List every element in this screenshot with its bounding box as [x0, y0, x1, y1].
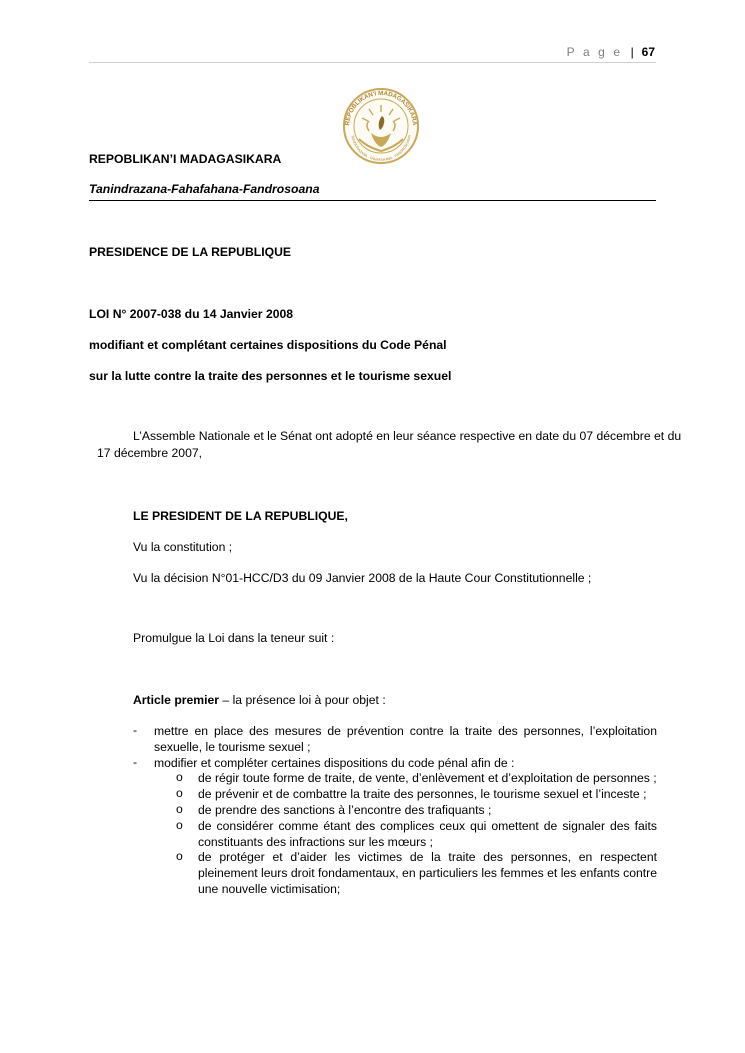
article-intro: – la présence loi à pour objet :: [219, 693, 386, 707]
sub-list-item: de prendre des sanctions à l’encontre des trafiquants ;: [198, 803, 492, 817]
list-item: mettre en place des mesures de prévention contre la traite des personnes, l’exploitation sexuelle, le tourisme sexuel ;: [154, 724, 657, 754]
header-rule: [89, 62, 656, 63]
article-label: Article premier: [133, 693, 220, 707]
page-label: P a g e: [566, 45, 623, 59]
state-name: REPOBLIKAN’I MADAGASIKARA: [89, 152, 282, 166]
sub-list-item: de régir toute forme de traite, de vente, d’enlèvement et d’exploitation de personnes ;: [198, 771, 657, 785]
article-premier: [133, 693, 386, 707]
seal-text: REPOBLIKAN'I MADAGASIKARA: [343, 89, 419, 126]
preamble: L’Assemble Nationale et le Sénat ont adopté en leur séance respective en date du 07 décembre et du: [133, 429, 682, 443]
sub-list-item: de protéger et d’aider les victimes de la traite des personnes, en respectent pleinement leurs droit fondamentaux, en particuliers les femmes et les enfants contre une nouvelle victimisation;: [198, 850, 657, 896]
law-subtitle-1: modifiant et complétant certaines dispositions du Code Pénal: [89, 338, 447, 352]
sub-list-item: de considérer comme étant des complices ceux qui omettent de signaler des faits constituants des infractions sur les mœurs ;: [198, 819, 657, 849]
dash-marker: -: [133, 755, 138, 769]
promulgation: Promulgue la Loi dans la teneur suit :: [133, 631, 335, 645]
coat-of-arms-seal: [339, 87, 423, 165]
law-subtitle-2: sur la lutte contre la traite des personnes et le tourisme sexuel: [89, 369, 452, 383]
preamble-continued: 17 décembre 2007,: [97, 446, 203, 460]
bullet-marker: o: [176, 786, 183, 800]
bullet-marker: o: [176, 770, 183, 784]
sub-list-item: de prévenir et de combattre la traite des personnes, le tourisme sexuel et l’inceste ;: [198, 787, 647, 801]
bullet-marker: o: [176, 849, 183, 863]
bullet-marker: o: [176, 818, 183, 832]
bullet-marker: o: [176, 802, 183, 816]
page-number-value: 67: [641, 45, 655, 59]
seal-motto: TANINDRAZANA · FAHAFAHANA · FANDROSOANA: [350, 134, 412, 163]
issuer-heading: PRESIDENCE DE LA REPUBLIQUE: [89, 245, 292, 259]
visa-constitution: Vu la constitution ;: [133, 540, 233, 554]
page-number: [567, 45, 655, 59]
page-separator: |: [630, 45, 634, 59]
state-motto: Tanindrazana-Fahafahana-Fandrosoana: [89, 182, 320, 196]
president-heading: LE PRESIDENT DE LA REPUBLIQUE,: [133, 509, 348, 523]
dash-marker: -: [133, 723, 138, 737]
list-item: modifier et compléter certaines dispositions du code pénal afin de :: [154, 756, 515, 770]
visa-hcc-decision: Vu la décision N°01-HCC/D3 du 09 Janvier 2008 de la Haute Cour Constitutionnelle ;: [133, 571, 592, 585]
title-rule: [89, 200, 656, 201]
law-number: LOI N° 2007-038 du 14 Janvier 2008: [89, 307, 294, 321]
